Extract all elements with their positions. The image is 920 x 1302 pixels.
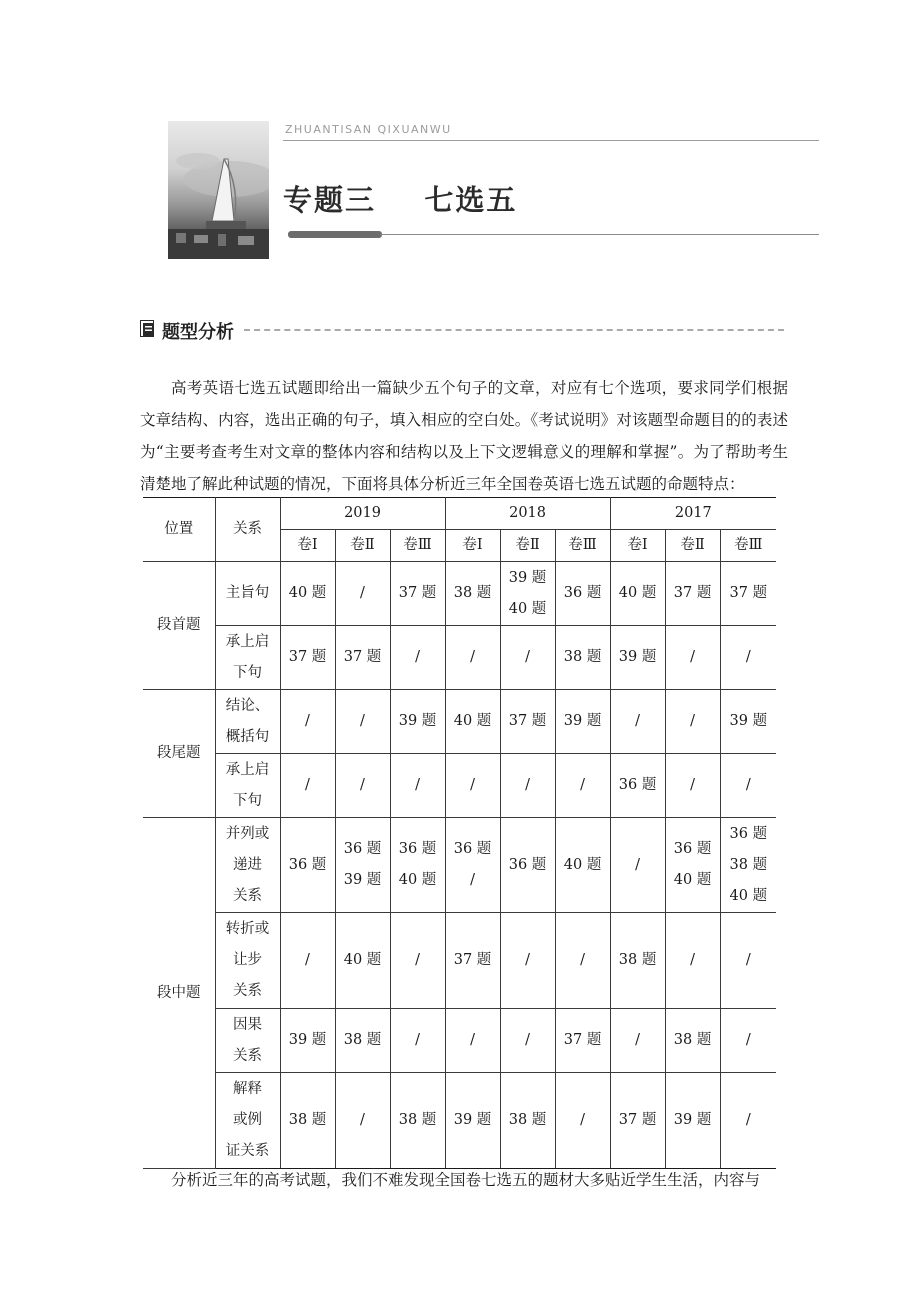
question-cell: 37 题	[390, 562, 445, 626]
building-photo-icon	[168, 121, 269, 259]
header-paper: 卷Ⅲ	[390, 530, 445, 562]
section-dashed-rule	[244, 329, 784, 331]
question-cell: /	[500, 626, 555, 690]
table-row	[143, 754, 776, 818]
header-year: 2019	[280, 498, 445, 530]
header-position: 位置	[143, 498, 215, 562]
position-cell: 段首题	[143, 562, 215, 690]
question-cell: 39 题	[720, 690, 776, 754]
question-cell: 38 题	[500, 1073, 555, 1169]
table-row	[143, 626, 776, 690]
question-cell: /	[390, 913, 445, 1009]
question-cell: 37 题	[720, 562, 776, 626]
question-cell: /	[665, 690, 720, 754]
question-cell: /	[555, 754, 610, 818]
question-cell: 38 题	[665, 1009, 720, 1073]
relation-cell: 转折或 让步 关系	[215, 913, 280, 1009]
question-cell: /	[335, 690, 390, 754]
question-cell: 37 题	[555, 1009, 610, 1073]
header-paper: 卷Ⅱ	[335, 530, 390, 562]
question-cell: /	[335, 1073, 390, 1169]
question-cell: 40 题	[445, 690, 500, 754]
question-cell: 36 题 39 题	[335, 818, 390, 913]
question-cell: /	[335, 562, 390, 626]
question-cell: 38 题	[280, 1073, 335, 1169]
header-pinyin: ZHUANTISAN QIXUANWU	[285, 123, 452, 136]
question-cell: /	[555, 913, 610, 1009]
question-cell: /	[610, 818, 665, 913]
relation-cell: 承上启 下句	[215, 754, 280, 818]
table-row	[143, 818, 776, 913]
question-cell: 36 题 40 题	[390, 818, 445, 913]
table-row	[143, 562, 776, 626]
header-photo	[168, 121, 269, 259]
header-paper: 卷Ⅰ	[445, 530, 500, 562]
question-cell: 37 题	[665, 562, 720, 626]
question-cell: 38 题	[610, 913, 665, 1009]
question-distribution-table	[143, 497, 776, 1169]
question-cell: 39 题	[610, 626, 665, 690]
position-cell: 段尾题	[143, 690, 215, 818]
question-cell: /	[280, 913, 335, 1009]
question-cell: /	[665, 626, 720, 690]
header-paper: 卷Ⅰ	[280, 530, 335, 562]
question-cell: /	[720, 1073, 776, 1169]
question-cell: 39 题	[390, 690, 445, 754]
question-cell: 38 题	[555, 626, 610, 690]
question-cell: 36 题 /	[445, 818, 500, 913]
table-row	[143, 913, 776, 1009]
table-row	[143, 1009, 776, 1073]
question-cell: /	[445, 754, 500, 818]
page-title: 专题三 七选五	[283, 183, 518, 217]
relation-cell: 并列或 递进 关系	[215, 818, 280, 913]
question-cell: /	[555, 1073, 610, 1169]
header-paper: 卷Ⅱ	[500, 530, 555, 562]
question-cell: 37 题	[610, 1073, 665, 1169]
question-cell: /	[390, 754, 445, 818]
document-icon	[140, 320, 155, 338]
question-cell: /	[610, 690, 665, 754]
relation-cell: 因果 关系	[215, 1009, 280, 1073]
table-row	[143, 690, 776, 754]
table-body	[143, 562, 776, 1169]
question-cell: /	[720, 913, 776, 1009]
question-cell: /	[665, 754, 720, 818]
question-cell: /	[500, 1009, 555, 1073]
question-cell: /	[500, 754, 555, 818]
question-cell: /	[445, 626, 500, 690]
relation-cell: 承上启 下句	[215, 626, 280, 690]
question-cell: 36 题	[555, 562, 610, 626]
question-cell: 36 题	[280, 818, 335, 913]
question-cell: /	[280, 754, 335, 818]
question-cell: 40 题	[555, 818, 610, 913]
question-cell: 36 题 40 题	[665, 818, 720, 913]
relation-cell: 结论、 概括句	[215, 690, 280, 754]
question-cell: /	[665, 913, 720, 1009]
relation-cell: 解释 或例 证关系	[215, 1073, 280, 1169]
closing-paragraph: 分析近三年的高考试题，我们不难发现全国卷七选五的题材大多贴近学生生活，内容与	[171, 1171, 761, 1189]
question-cell: 39 题	[555, 690, 610, 754]
header-year: 2017	[610, 498, 776, 530]
relation-cell: 主旨句	[215, 562, 280, 626]
question-cell: /	[335, 754, 390, 818]
question-cell: /	[720, 1009, 776, 1073]
header-paper: 卷Ⅲ	[555, 530, 610, 562]
header-top-rule	[283, 140, 819, 141]
question-cell: 39 题	[445, 1073, 500, 1169]
question-cell: 37 题	[445, 913, 500, 1009]
question-cell: 37 题	[500, 690, 555, 754]
question-cell: /	[720, 626, 776, 690]
header-paper: 卷Ⅱ	[665, 530, 720, 562]
question-cell: 38 题	[390, 1073, 445, 1169]
question-cell: /	[610, 1009, 665, 1073]
position-cell: 段中题	[143, 818, 215, 1169]
question-cell: 40 题	[280, 562, 335, 626]
question-cell: 37 题	[280, 626, 335, 690]
question-cell: /	[390, 626, 445, 690]
intro-paragraph: 高考英语七选五试题即给出一篇缺少五个句子的文章，对应有七个选项，要求同学们根据文章结构、内容，选出正确的句子，填入相应的空白处。《考试说明》对该题型命题目的的表述为“主要考查考生对文章的整体内容和结构以及上下文逻辑意义的理解和掌握”。为了帮助考生清楚地了解此种试题的情况，下面将具体分析近三年全国卷英语七选五试题的命题特点：	[140, 379, 788, 493]
question-cell: 38 题	[335, 1009, 390, 1073]
question-cell: 39 题	[280, 1009, 335, 1073]
question-cell: 40 题	[335, 913, 390, 1009]
header-paper: 卷Ⅲ	[720, 530, 776, 562]
header-relation: 关系	[215, 498, 280, 562]
question-cell: /	[390, 1009, 445, 1073]
question-cell: /	[720, 754, 776, 818]
question-cell: 40 题	[610, 562, 665, 626]
section-title: 题型分析	[162, 322, 234, 343]
question-cell: 38 题	[445, 562, 500, 626]
question-cell: 39 题	[665, 1073, 720, 1169]
title-underline-rule	[380, 234, 819, 235]
question-cell: 36 题 38 题 40 题	[720, 818, 776, 913]
question-cell: /	[280, 690, 335, 754]
question-cell: 36 题	[500, 818, 555, 913]
table-row	[143, 1073, 776, 1169]
header-paper: 卷Ⅰ	[610, 530, 665, 562]
title-underline-bar	[288, 231, 382, 238]
question-cell: /	[445, 1009, 500, 1073]
header-year: 2018	[445, 498, 610, 530]
question-cell: 39 题 40 题	[500, 562, 555, 626]
question-cell: 37 题	[335, 626, 390, 690]
question-cell: 36 题	[610, 754, 665, 818]
question-cell: /	[500, 913, 555, 1009]
